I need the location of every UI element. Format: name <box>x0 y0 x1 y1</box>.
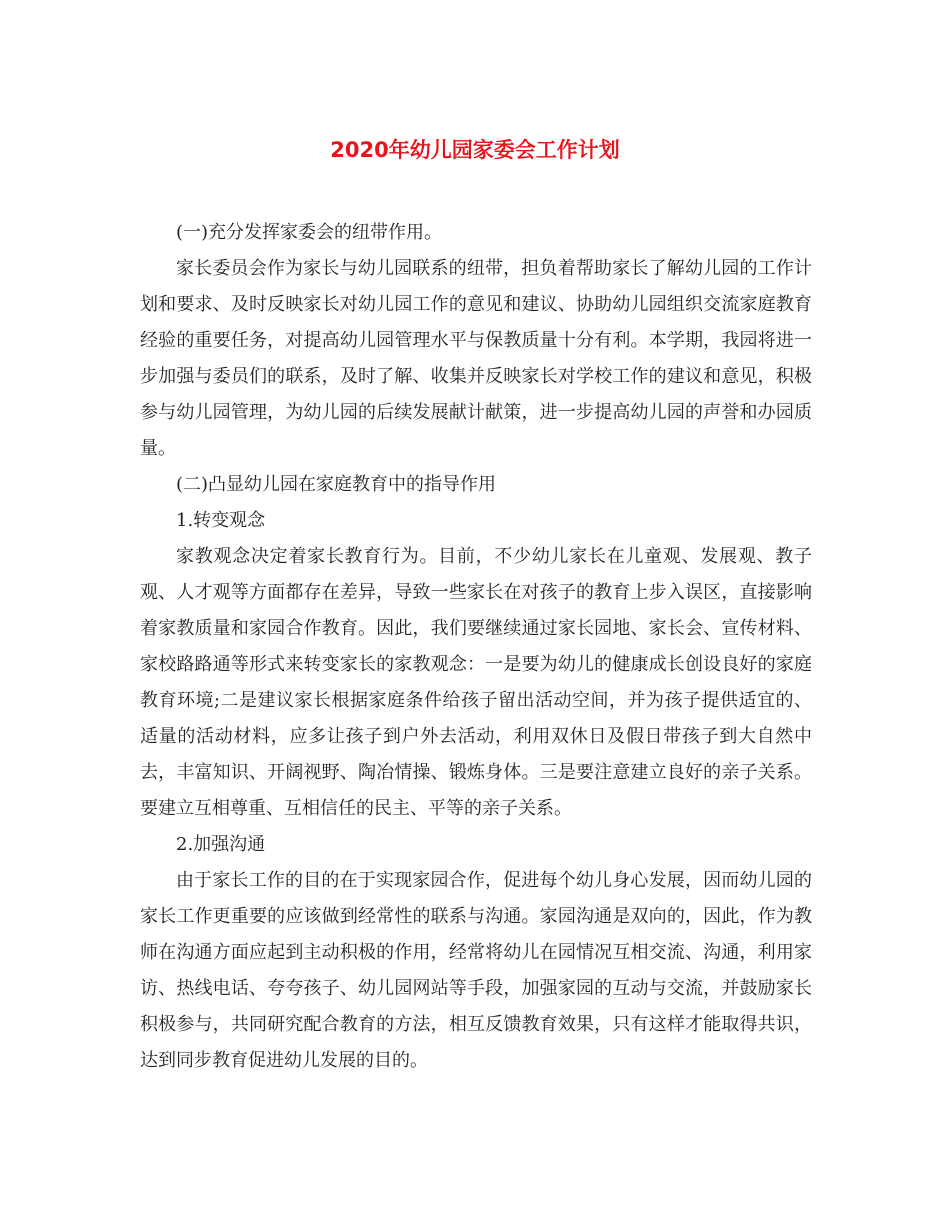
paragraph-section-1-heading: (一)充分发挥家委会的纽带作用。 <box>176 222 443 243</box>
document-title: 2020年幼儿园家委会工作计划 <box>330 138 620 162</box>
paragraph-subheading-2: 2.加强沟通 <box>176 834 266 855</box>
paragraph-subsection-2-body: 由于家长工作的目的在于实现家园合作，促进每个幼儿身心发展，因而幼儿园的家长工作更重要的应该做到经常性的联系与沟通。家园沟通是双向的，因此，作为教师在沟通方面应起到主动积极的作用，经常将幼儿在园情况互相交流、沟通，利用家访、热线电话、夸夸孩子、幼儿园网站等手段，加强家园的互动与交流，并鼓励家长积极参与，共同研究配合教育的方法，相互反馈教育效果，只有这样才能取得共识，达到同步教育促进幼儿发展的目的。 <box>140 870 812 1071</box>
document-body <box>140 215 812 1079</box>
paragraph-section-1-body: 家长委员会作为家长与幼儿园联系的纽带，担负着帮助家长了解幼儿园的工作计划和要求、及时反映家长对幼儿园工作的意见和建议、协助幼儿园组织交流家庭教育经验的重要任务，对提高幼儿园管理水平与保教质量十分有利。本学期，我园将进一步加强与委员们的联系，及时了解、收集并反映家长对学校工作的建议和意见，积极参与幼儿园管理，为幼儿园的后续发展献计献策，进一步提高幼儿园的声誉和办园质量。 <box>140 258 812 459</box>
paragraph-subsection-1-body: 家教观念决定着家长教育行为。目前，不少幼儿家长在儿童观、发展观、教子观、人才观等方面都存在差异，导致一些家长在对孩子的教育上步入误区，直接影响着家教质量和家园合作教育。因此，我们要继续通过家长园地、家长会、宣传材料、家校路路通等形式来转变家长的家教观念：一是要为幼儿的健康成长创设良好的家庭教育环境;二是建议家长根据家庭条件给孩子留出活动空间，并为孩子提供适宜的、适量的活动材料，应多让孩子到户外去活动，利用双休日及假日带孩子到大自然中去，丰富知识、开阔视野、陶冶情操、锻炼身体。三是要注意建立良好的亲子关系。要建立互相尊重、互相信任的民主、平等的亲子关系。 <box>140 546 812 819</box>
paragraph-section-2-heading: (二)凸显幼儿园在家庭教育中的指导作用 <box>176 474 497 495</box>
paragraph-subheading-1: 1.转变观念 <box>176 510 266 531</box>
